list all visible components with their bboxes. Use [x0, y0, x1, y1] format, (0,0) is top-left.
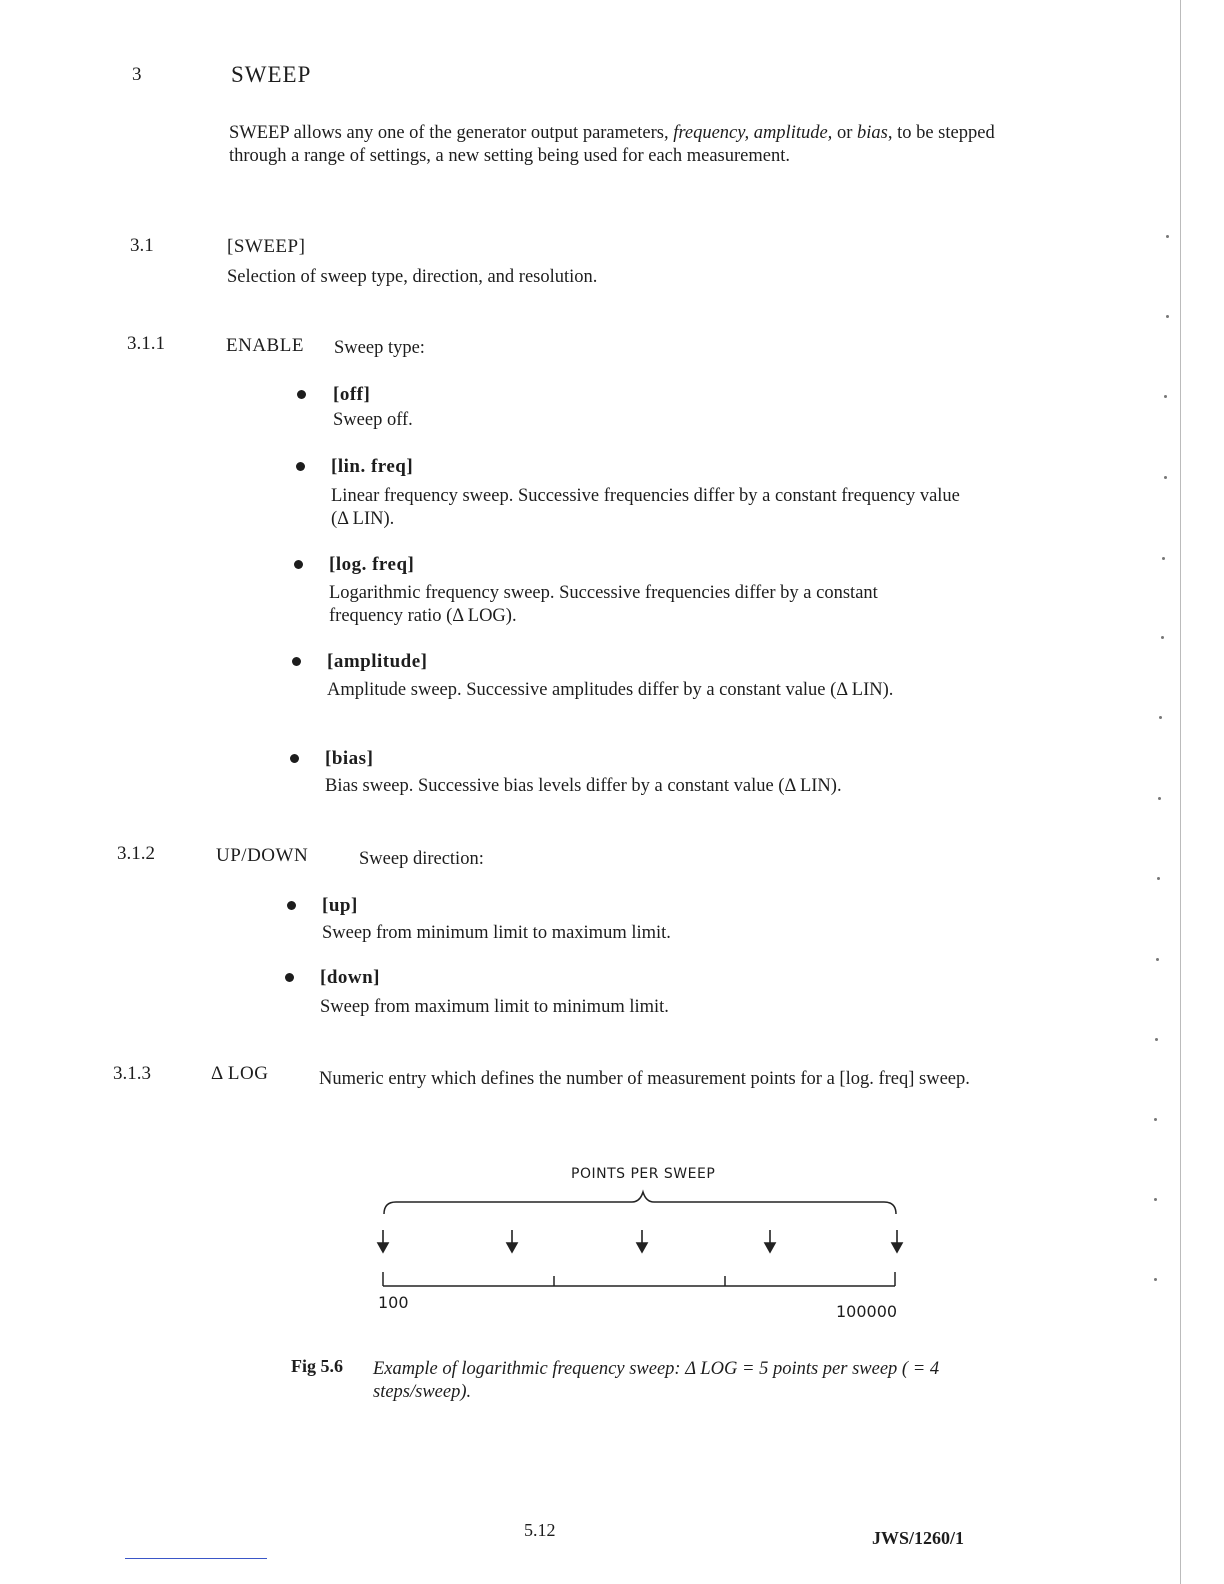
- intro-params: frequency, amplitude,: [673, 123, 833, 143]
- bullet-icon: [292, 657, 301, 666]
- scan-mark: [1156, 958, 1159, 961]
- subsection-description: Selection of sweep type, direction, and resolution.: [227, 267, 598, 287]
- point-arrow-2-icon: [507, 1230, 517, 1252]
- option-down-label: [down]: [320, 967, 381, 988]
- enable-term: ENABLE: [226, 335, 304, 356]
- option-up-label: [up]: [322, 895, 358, 916]
- updown-description: Sweep direction:: [359, 849, 484, 869]
- option-logfreq-label: [log. freq]: [329, 554, 415, 575]
- scan-mark: [1164, 395, 1167, 398]
- figure-caption: Example of logarithmic frequency sweep: Δ LOG = 5 points per sweep ( = 4 steps/sweep).: [373, 1359, 940, 1402]
- scan-mark: [1154, 1118, 1157, 1121]
- axis-start-value: 100: [378, 1293, 409, 1312]
- updown-term: UP/DOWN: [216, 845, 309, 866]
- option-amplitude-text: Amplitude sweep. Successive amplitudes differ by a constant value (Δ LIN).: [327, 680, 894, 700]
- scan-mark: [1158, 797, 1161, 800]
- intro-text-start: SWEEP allows any one of the generator output parameters,: [229, 123, 674, 143]
- subsection-number: 3.1: [130, 235, 154, 256]
- point-arrow-3-icon: [637, 1230, 647, 1252]
- deltalog-number: 3.1.3: [113, 1063, 151, 1084]
- scan-edge-line: [1180, 0, 1181, 1584]
- enable-number: 3.1.1: [127, 333, 165, 354]
- point-arrow-1-icon: [378, 1230, 388, 1252]
- deltalog-description: Numeric entry which defines the number of measurement points for a [log. freq] sweep.: [319, 1069, 970, 1089]
- option-off-label: [off]: [333, 384, 371, 405]
- option-down-text: Sweep from maximum limit to minimum limit.: [320, 997, 669, 1017]
- scan-mark: [1164, 476, 1167, 479]
- intro-text-end: , to be stepped through a range of settings, a new setting being used for each measurement.: [229, 123, 995, 166]
- footer-rule: [125, 1558, 267, 1559]
- bullet-icon: [297, 390, 306, 399]
- option-linfreq-text: Linear frequency sweep. Successive frequencies differ by a constant frequency value (Δ LIN).: [331, 486, 960, 529]
- updown-number: 3.1.2: [117, 843, 155, 864]
- page-number: 5.12: [524, 1520, 556, 1540]
- intro-bias: bias: [856, 123, 888, 143]
- scan-mark: [1155, 1038, 1158, 1041]
- option-off-text: Sweep off.: [333, 410, 413, 430]
- figure-label: Fig 5.6: [291, 1356, 343, 1376]
- scan-mark: [1159, 716, 1162, 719]
- scan-mark: [1166, 315, 1169, 318]
- bullet-icon: [290, 754, 299, 763]
- scan-mark: [1162, 557, 1165, 560]
- bullet-icon: [285, 973, 294, 982]
- scan-mark: [1154, 1198, 1157, 1201]
- option-linfreq-label: [lin. freq]: [331, 456, 414, 477]
- section-intro: [229, 122, 1019, 168]
- option-up-text: Sweep from minimum limit to maximum limit.: [322, 923, 671, 943]
- axis-end-value: 100000: [836, 1302, 898, 1321]
- option-amplitude-label: [amplitude]: [327, 651, 428, 672]
- bullet-icon: [294, 560, 303, 569]
- enable-description: Sweep type:: [334, 338, 425, 358]
- intro-or: or: [832, 123, 853, 143]
- subsection-title: [SWEEP]: [227, 236, 306, 257]
- bullet-icon: [296, 462, 305, 471]
- scan-mark: [1154, 1278, 1157, 1281]
- option-bias-label: [bias]: [325, 748, 374, 769]
- scan-mark: [1166, 235, 1169, 238]
- diagram-brace-label: POINTS PER SWEEP: [571, 1166, 716, 1182]
- point-arrow-4-icon: [765, 1230, 775, 1252]
- points-brace: [384, 1192, 896, 1214]
- document-reference: JWS/1260/1: [872, 1528, 965, 1548]
- deltalog-term: Δ LOG: [211, 1063, 269, 1084]
- point-arrow-5-icon: [892, 1230, 902, 1252]
- scan-mark: [1161, 636, 1164, 639]
- bullet-icon: [287, 901, 296, 910]
- section-title: SWEEP: [231, 62, 312, 87]
- sweep-points-diagram: [370, 1188, 910, 1298]
- option-bias-text: Bias sweep. Successive bias levels differ by a constant value (Δ LIN).: [325, 776, 842, 796]
- option-logfreq-text: Logarithmic frequency sweep. Successive frequencies differ by a constant frequency ratio (Δ LOG).: [329, 583, 878, 626]
- scan-mark: [1157, 877, 1160, 880]
- section-number: 3: [132, 64, 142, 85]
